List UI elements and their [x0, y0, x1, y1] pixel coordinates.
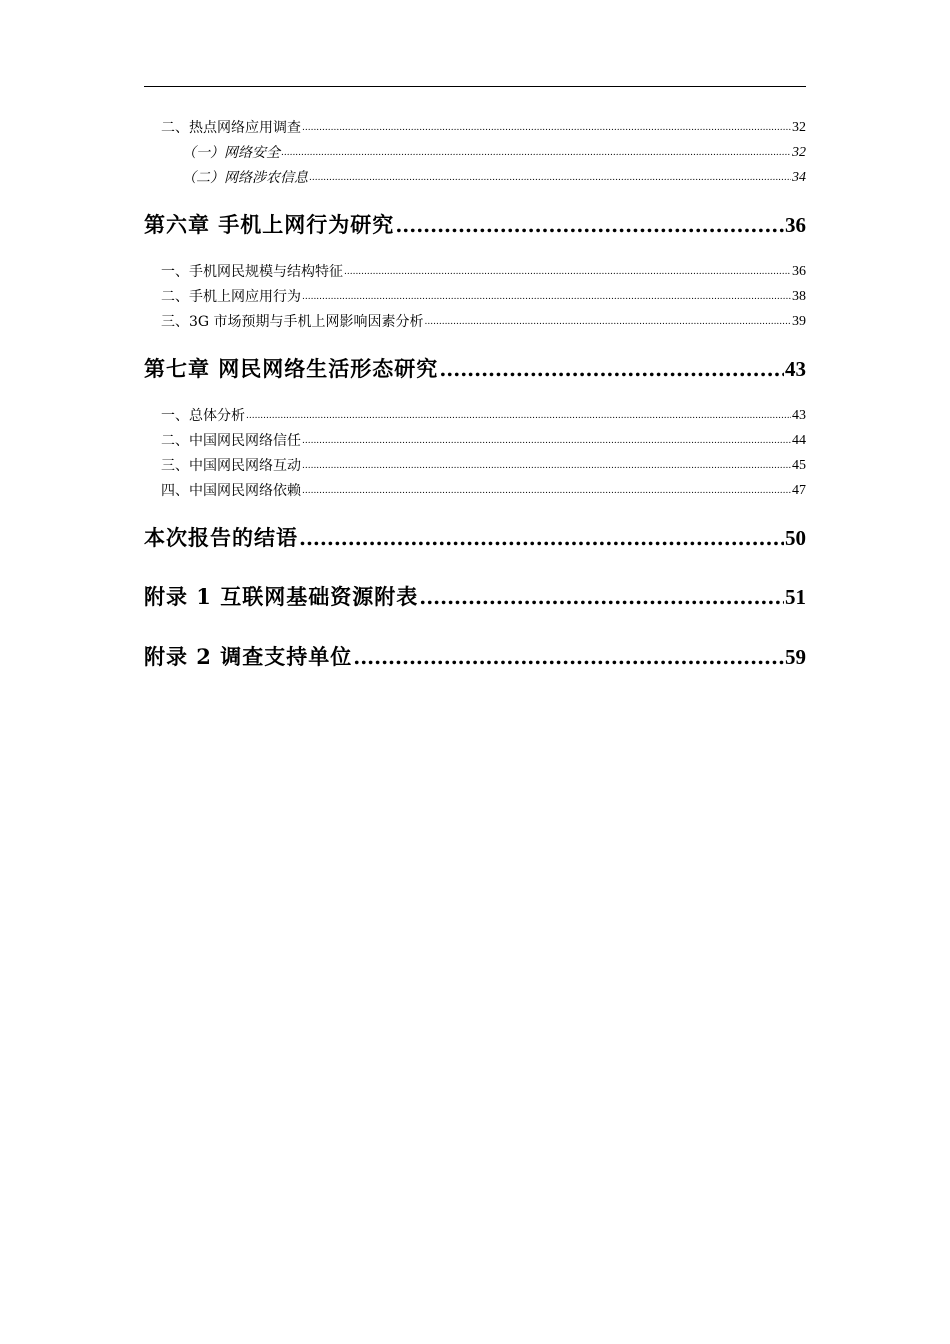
toc-leader [281, 141, 791, 163]
header-rule [144, 86, 806, 87]
toc-leader [353, 642, 784, 672]
toc-entry-label: 三、中国网民网络互动 [161, 458, 301, 474]
toc-leader [302, 479, 791, 501]
toc-chapter-entry[interactable] [144, 354, 806, 384]
toc-entry[interactable] [144, 168, 806, 188]
toc-entry[interactable] [144, 118, 806, 138]
toc-entry-page: 34 [792, 170, 806, 185]
toc-chapter-page: 51 [785, 585, 806, 609]
toc-entry-page: 32 [792, 120, 806, 135]
toc-entry-page: 36 [792, 264, 806, 279]
toc-entry-page: 47 [792, 483, 806, 498]
toc-chapter-label: 附录 1 互联网基础资源附表 [144, 584, 419, 609]
toc-entry-page: 43 [792, 408, 806, 423]
toc-leader [439, 354, 784, 384]
toc-chapter-entry[interactable] [144, 582, 806, 612]
toc-entry-page: 39 [792, 314, 806, 329]
toc-entry[interactable] [144, 406, 806, 426]
toc-leader [302, 454, 791, 476]
toc-chapter-page: 43 [785, 357, 806, 381]
toc-entry[interactable] [144, 431, 806, 451]
toc-entry-label: 二、手机上网应用行为 [161, 289, 301, 305]
toc-chapter-label: 第七章 网民网络生活形态研究 [144, 356, 439, 381]
toc-chapter-entry[interactable] [144, 642, 806, 672]
toc-entry[interactable] [144, 312, 806, 332]
toc-chapter-entry[interactable] [144, 523, 806, 553]
toc-leader [246, 404, 791, 426]
toc-entry-label: 一、总体分析 [161, 408, 245, 424]
toc-leader [299, 523, 784, 553]
toc-entry-label: 二、中国网民网络信任 [161, 433, 301, 449]
toc-leader [395, 210, 784, 240]
toc-chapter-entry[interactable] [144, 210, 806, 240]
toc-entry-label: （二）网络涉农信息 [182, 170, 308, 186]
toc-leader [344, 260, 791, 282]
toc-entry-page: 45 [792, 458, 806, 473]
toc-leader [309, 166, 791, 188]
toc-entry[interactable] [144, 143, 806, 163]
toc-chapter-label: 第六章 手机上网行为研究 [144, 212, 395, 237]
toc-chapter-page: 50 [785, 526, 806, 550]
toc-entry-label: 二、热点网络应用调查 [161, 120, 301, 136]
toc-chapter-label: 本次报告的结语 [144, 525, 298, 550]
toc-entry[interactable] [144, 456, 806, 476]
toc-entry-label: 四、中国网民网络依赖 [161, 483, 301, 499]
toc-leader [425, 310, 791, 332]
toc-chapter-page: 59 [785, 645, 806, 669]
toc-entry-page: 38 [792, 289, 806, 304]
toc-entry-label: 三、3G 市场预期与手机上网影响因素分析 [161, 314, 424, 330]
toc-chapter-page: 36 [785, 213, 806, 237]
toc-entry-label: （一）网络安全 [182, 145, 280, 161]
toc-leader [419, 582, 784, 612]
toc-leader [302, 429, 791, 451]
toc-entry-page: 32 [792, 145, 806, 160]
toc-entry[interactable] [144, 262, 806, 282]
toc-entry[interactable] [144, 287, 806, 307]
toc-leader [302, 285, 791, 307]
toc-entry-label: 一、手机网民规模与结构特征 [161, 264, 343, 280]
toc-entry[interactable] [144, 481, 806, 501]
toc-leader [302, 116, 791, 138]
toc-entry-page: 44 [792, 433, 806, 448]
toc-chapter-label: 附录 2 调查支持单位 [144, 644, 353, 669]
